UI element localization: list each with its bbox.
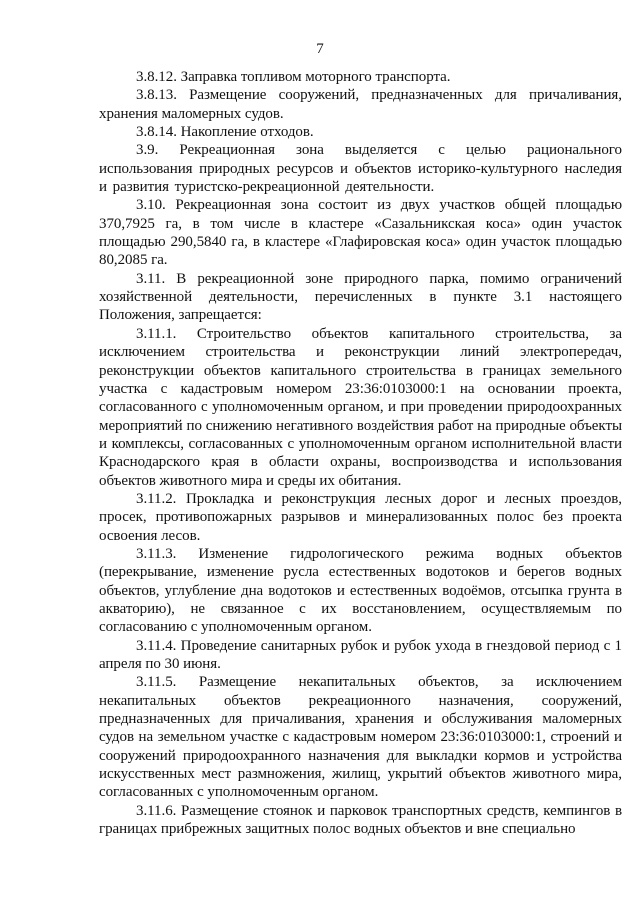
document-body (99, 68, 622, 838)
paragraph-3-11-1: 3.11.1. Строительство объектов капитального строительства, за исключением строительства и реконструкции линий электропередач, реконструкции объектов капитального строительства в границах земельного участка с кадастровым номером 23:36:0103000:1 на основании проекта, согласованного с уполномоченным органом, и при проведении природоохранных мероприятий по снижению негативного воздействия работ на природные объекты и комплексы, согласованных с уполномоченным органом исполнительной власти Краснодарского края в области охраны, воспроизводства и использования объектов животного мира и среды их обитания. (99, 325, 622, 489)
paragraph-3-11-3: 3.11.3. Изменение гидрологического режима водных объектов (перекрывание, изменение русла естественных водотоков и берегов водных объектов, углубление дна водотоков и естественных водоёмов, отсыпка грунта в акваторию), не связанное с их восстановлением, осуществляемым по согласованию с уполномоченным органом. (99, 545, 622, 636)
paragraph-3-11-6: 3.11.6. Размещение стоянок и парковок транспортных средств, кемпингов в границах прибрежных защитных полос водных объектов и вне специально (99, 802, 622, 838)
paragraph-3-8-12: 3.8.12. Заправка топливом моторного транспорта. (136, 69, 451, 85)
paragraph-3-9: 3.9. Рекреационная зона выделяется с целью рационального использования природных ресурсов и объектов историко-культурного наследия и развития туристско-рекреационной деятельности. (99, 142, 622, 196)
paragraph-3-11: 3.11. В рекреационной зоне природного парка, помимо ограничений хозяйственной деятельности, перечисленных в пункте 3.1 настоящего Положения, запрещается: (99, 270, 622, 324)
paragraph-3-8-13: 3.8.13. Размещение сооружений, предназначенных для причаливания, хранения маломерных судов. (99, 87, 622, 122)
paragraph-3-11-5: 3.11.5. Размещение некапитальных объектов, за исключением некапитальных объектов рекреационного назначения, сооружений, предназначенных для причаливания, хранения и обслуживания маломерных судов на земельном участке с кадастровым номером 23:36:0103000:1, строений и сооружений природоохранного назначения для выкладки кормов и устройства искусственных мест размножения, жилищ, укрытий объектов животного мира, согласованных с уполномоченным органом. (99, 674, 622, 801)
paragraph-3-8-14: 3.8.14. Накопление отходов. (136, 124, 314, 141)
paragraph-3-11-4: 3.11.4. Проведение санитарных рубок и рубок ухода в гнездовой период с 1 апреля по 30 июня. (99, 637, 622, 672)
paragraph-3-11-2: 3.11.2. Прокладка и реконструкция лесных дорог и лесных проездов, просек, противопожарных разрывов и минерализованных полос без проекта освоения лесов. (99, 490, 622, 544)
paragraph-3-10: 3.10. Рекреационная зона состоит из двух участков общей площадью 370,7925 га, в том числе в кластере «Сазальникская коса» один участок площадью 290,5840 га, в кластере «Глафировская коса» один участок площадью 80,2085 га. (99, 197, 622, 269)
page-number: 7 (316, 41, 324, 57)
